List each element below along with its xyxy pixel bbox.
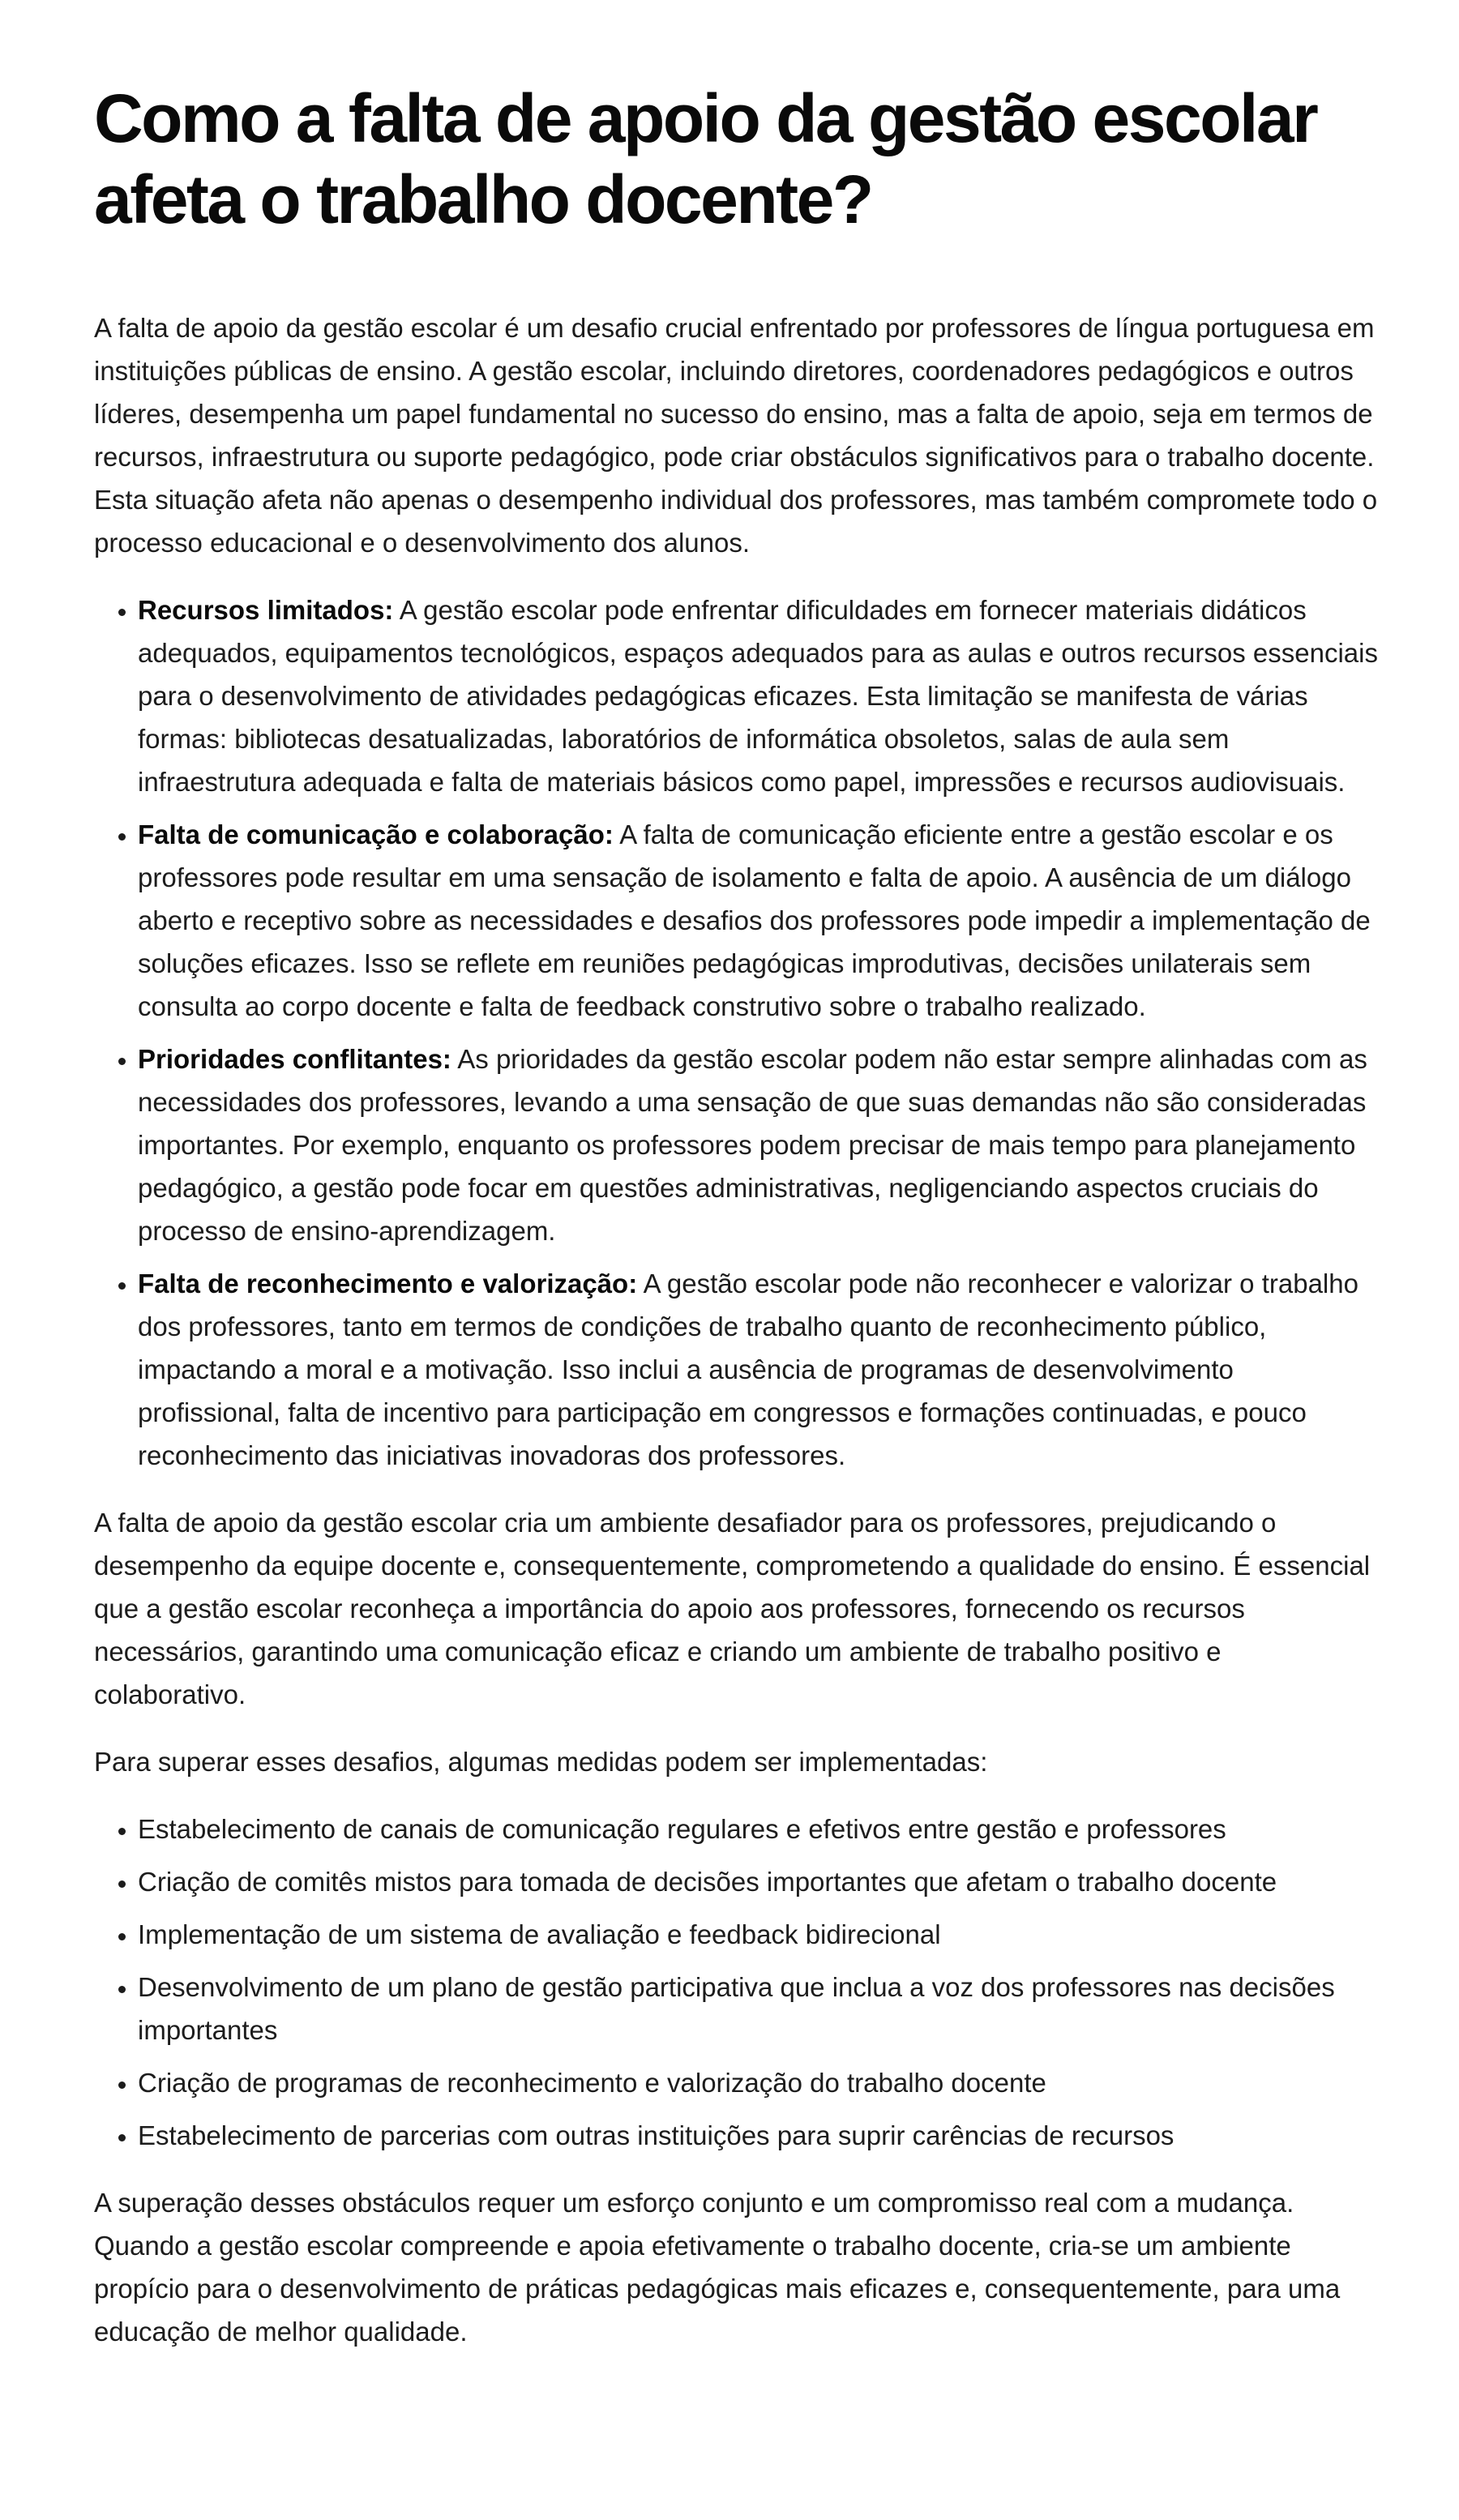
list-item: • Criação de comitês mistos para tomada de decisões importantes que afetam o trabalho docente	[138, 1860, 1378, 1903]
measures-intro: Para superar esses desafios, algumas medidas podem ser implementadas:	[94, 1747, 988, 1777]
list-item	[138, 813, 1378, 1028]
item-label: Recursos limitados:	[138, 595, 394, 625]
list-item: • Estabelecimento de parcerias com outras instituições para suprir carências de recursos	[138, 2114, 1378, 2157]
item-text: A falta de comunicação eficiente entre a gestão escolar e os professores pode resultar em uma sensação de isolamento e falta de apoio. A ausência de um diálogo aberto e receptivo sobre as necessidades e desafios dos professores pode impedir a implementação de soluções eficazes. Isso se reflete em reuniões pedagógicas improdutivas, decisões unilaterais sem consulta ao corpo docente e falta de feedback construtivo sobre o trabalho realizado.	[138, 819, 1371, 1021]
item-label: Prioridades conflitantes:	[138, 1044, 451, 1074]
item-text: As prioridades da gestão escolar podem não estar sempre alinhadas com as necessidades dos professores, levando a uma sensação de que suas demandas não são consideradas importantes. Por exemplo, enquanto os professores podem precisar de mais tempo para planejamento pedagógico, a gestão pode focar em questões administrativas, negligenciando aspectos cruciais do processo de ensino-aprendizagem.	[138, 1044, 1367, 1246]
page-title: Como a falta de apoio da gestão escolar afeta o trabalho docente?	[94, 80, 1317, 237]
list-item: • Estabelecimento de canais de comunicação regulares e efetivos entre gestão e professores	[138, 1808, 1378, 1850]
intro-paragraph: A falta de apoio da gestão escolar é um desafio crucial enfrentado por professores de língua portuguesa em instituições públicas de ensino. A gestão escolar, incluindo diretores, coordenadores pedagógicos e outros líderes, desempenha um papel fundamental no sucesso do ensino, mas a falta de apoio, seja em termos de recursos, infraestrutura ou suporte pedagógico, pode criar obstáculos significativos para o trabalho docente. Esta situação afeta não apenas o desempenho individual dos professores, mas também compromete todo o processo educacional e o desenvolvimento dos alunos.	[94, 313, 1378, 558]
item-label: Falta de reconhecimento e valorização:	[138, 1269, 638, 1299]
list-item	[138, 1038, 1378, 1252]
measures-list	[94, 1808, 1378, 2157]
list-item	[138, 1262, 1378, 1477]
item-text: A gestão escolar pode enfrentar dificuldades em fornecer materiais didáticos adequados, equipamentos tecnológicos, espaços adequados para as aulas e outros recursos essenciais para o desenvolvimento de atividades pedagógicas eficazes. Esta limitação se manifesta de várias formas: bibliotecas desatualizadas, laboratórios de informática obsoletos, salas de aula sem infraestrutura adequada e falta de materiais básicos como papel, impressões e recursos audiovisuais.	[138, 595, 1378, 797]
item-text: A gestão escolar pode não reconhecer e valorizar o trabalho dos professores, tanto em termos de condições de trabalho quanto de reconhecimento público, impactando a moral e a motivação. Isso inclui a ausência de programas de desenvolvimento profissional, falta de incentivo para participação em congressos e formações continuadas, e pouco reconhecimento das iniciativas inovadoras dos professores.	[138, 1269, 1358, 1470]
item-label: Falta de comunicação e colaboração:	[138, 819, 614, 849]
list-item: • Desenvolvimento de um plano de gestão participativa que inclua a voz dos professores nas decisões importantes	[138, 1966, 1378, 2052]
issues-list	[94, 588, 1378, 1477]
list-item: • Criação de programas de reconhecimento e valorização do trabalho docente	[138, 2061, 1378, 2104]
conclusion-paragraph: A superação desses obstáculos requer um esforço conjunto e um compromisso real com a mudança. Quando a gestão escolar compreende e apoia efetivamente o trabalho docente, cria-se um ambiente propício para o desenvolvimento de práticas pedagógicas mais eficazes e, consequentemente, para uma educação de melhor qualidade.	[94, 2188, 1341, 2347]
list-item: • Implementação de um sistema de avaliação e feedback bidirecional	[138, 1913, 1378, 1956]
list-item	[138, 588, 1378, 803]
summary-paragraph: A falta de apoio da gestão escolar cria um ambiente desafiador para os professores, prejudicando o desempenho da equipe docente e, consequentemente, comprometendo a qualidade do ensino. É essencial que a gestão escolar reconheça a importância do apoio aos professores, fornecendo os recursos necessários, garantindo uma comunicação eficaz e criando um ambiente de trabalho positivo e colaborativo.	[94, 1508, 1371, 1709]
